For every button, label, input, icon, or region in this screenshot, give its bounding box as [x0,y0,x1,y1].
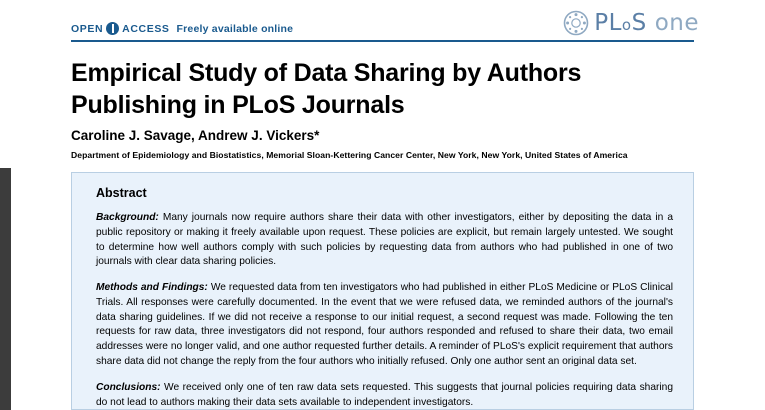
abstract-paragraph-background [96,211,673,270]
open-access-badge [71,22,293,35]
plos-one-logo[interactable] [563,10,699,36]
page-header [0,0,765,46]
logo-one-text: one [654,10,699,36]
abstract-text-methods: We requested data from ten investigators who had published in either PLoS Medicine or PLoS Clinical Trials. All responses were carefully documented. In the event that we were refused data, we reminded authors of the journal's data sharing guidelines. If we did not receive a response to our initial request, a second request was made. Following the ten requests for raw data, three investigators did not respond, four authors responded and refused to share their data, two email addresses were no longer valid, and one author requested further details. A reminder of PLoS's explicit requirement that authors share data did not change the reply from the four authors who initially refused. Only one author sent an original data set. [96,282,673,368]
author-affiliation: Department of Epidemiology and Biostatistics, Memorial Sloan-Kettering Cancer Center, New York, New York, United States of America [71,150,628,160]
abstract-text-background: Many journals now require authors share their data with other investigators, either by depositing the data in a public repository or making it freely available upon request. These policies are explicit, but remain largely untested. We sought to determine how well authors comply with such policies by requesting data from authors who had published in one of two journals with clear data sharing policies. [96,212,673,268]
abstract-paragraph-methods [96,281,673,370]
abstract-label-methods: Methods and Findings: [96,282,208,294]
page-title: Empirical Study of Data Sharing by Authors Publishing in PLoS Journals [71,59,582,119]
abstract-body [96,211,673,410]
abstract-label-conclusions: Conclusions: [96,381,161,393]
abstract-text-conclusions: We received only one of ten raw data sets requested. This suggests that journal policies requiring data sharing do not lead to authors making their data sets available to independent investigators. [96,381,673,408]
abstract-paragraph-conclusions [96,381,673,410]
open-access-access-label: ACCESS [122,22,170,35]
abstract-heading: Abstract [96,186,147,200]
lock-icon [106,22,119,35]
plos-circle-icon [563,10,589,36]
author-list: Caroline J. Savage, Andrew J. Vickers* [71,128,320,143]
abstract-section [71,172,694,410]
abstract-label-background: Background: [96,212,159,223]
logo-plos-text: PLoS [594,10,647,36]
open-access-open-label: OPEN [71,22,104,35]
freely-available-label: Freely available online [176,22,294,35]
header-divider [71,40,694,42]
